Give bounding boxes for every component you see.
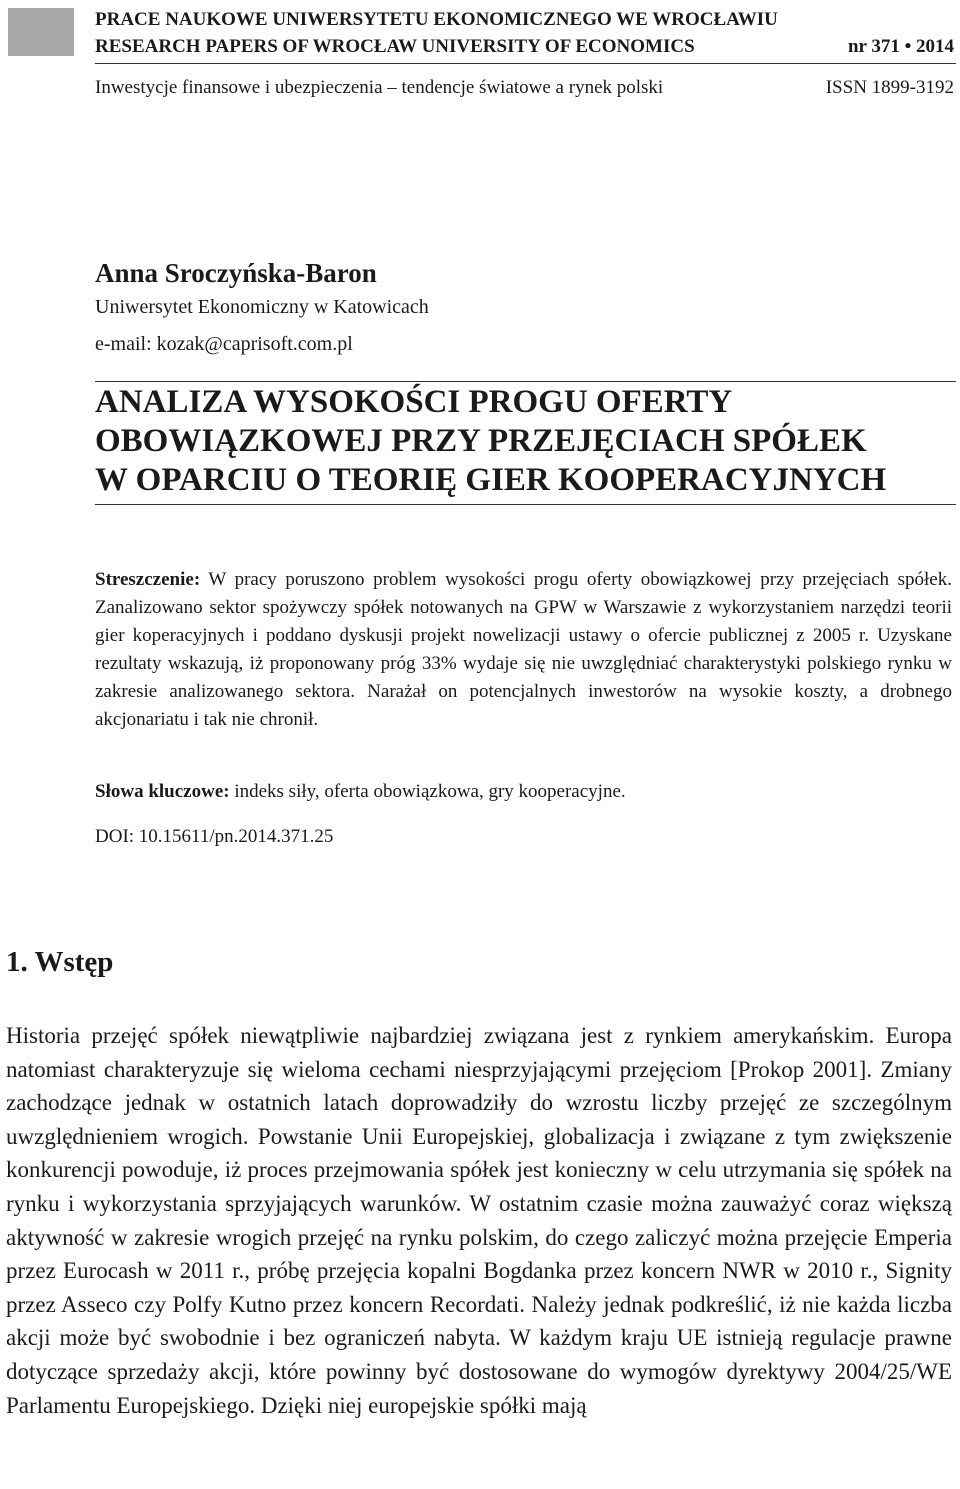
- header-rule: [95, 63, 956, 64]
- title-line: OBOWIĄZKOWEJ PRZY PRZEJĘCIACH SPÓŁEK: [95, 423, 867, 459]
- issn: ISSN 1899-3192: [825, 77, 954, 98]
- journal-issue: nr 371 • 2014: [847, 36, 954, 57]
- title-line: W OPARCIU O TEORIĘ GIER KOOPERACYJNYCH: [95, 462, 887, 498]
- abstract-text: W pracy poruszono problem wysokości progu oferty obowiązkowej przy przejęciach spółek. Zanalizowano sektor spożywczy spółek notowanych na GPW w Warszawie z wykorzystaniem narzędzi teorii gier koperacyjnych i poddano dyskusji projekt nowelizacji ustawy o ofercie publicznej z 2005 r. Uzyskane rezultaty wskazują, iż proponowany próg 33% wydaje się nie uwzględniać charakterystyki polskiego rynku w zakresie analizowanego sektora. Narażał on potencjalnych inwestorów na wysokie koszty, a drobnego akcjonariatu i tak nie chronił.: [95, 569, 952, 730]
- keywords-text: indeks siły, oferta obowiązkowa, gry kooperacyjne.: [229, 781, 626, 802]
- title-bottom-rule: [95, 504, 956, 505]
- doi: DOI: 10.15611/pn.2014.371.25: [95, 826, 334, 847]
- paper-title: [95, 383, 954, 500]
- author-name: Anna Sroczyńska-Baron: [95, 258, 377, 288]
- journal-name-pl: PRACE NAUKOWE UNIWERSYTETU EKONOMICZNEGO WE WROCŁAWIU: [95, 9, 778, 30]
- section-body: Historia przejęć spółek niewątpliwie najbardziej związana jest z rynkiem amerykańskim. Europa natomiast charakteryzuje się wieloma cechami niesprzyjającymi przejęciom [Prokop 2001]. Zmiany zachodzące jednak w ostatnich latach doprowadziły do wzrostu liczby przejęć ze szczególnym uwzględnieniem wrogich. Powstanie Unii Europejskiej, globalizacja i związane z tym zwiększenie konkurencji powoduje, iż proces przejmowania spółek jest konieczny w celu utrzymania się spółek na rynku i wykorzystania sprzyjających warunków. W ostatnim czasie można zauważyć coraz większą aktywność w zakresie wrogich przejęć na rynku polskim, do czego zaliczyć można przejęcie Emperia przez Eurocash w 2011 r., próbę przejęcia kopalni Bogdanka przez koncern NWR w 2010 r., Signity przez Asseco czy Polfy Kutno przez koncern Recordati. Należy jednak podkreślić, iż nie każda liczba akcji może być swobodnie i bez ograniczeń nabyta. W każdym kraju UE istnieją regulacje prawne dotyczące sprzedaży akcji, które powinny być dostosowane do wymogów dyrektywy 2004/25/WE Parlamentu Europejskiego. Dzięki niej europejskie spółki mają: [6, 1023, 952, 1418]
- journal-name-en-row: [95, 36, 954, 58]
- header-gray-box: [8, 8, 74, 56]
- journal-name-en: RESEARCH PAPERS OF WROCŁAW UNIVERSITY OF ECONOMICS: [95, 36, 695, 57]
- author-email: e-mail: kozak@caprisoft.com.pl: [95, 333, 353, 355]
- title-line: ANALIZA WYSOKOŚCI PROGU OFERTY: [95, 384, 733, 420]
- keywords-label: Słowa kluczowe:: [95, 781, 230, 802]
- abstract-label: Streszczenie:: [95, 569, 201, 590]
- abstract: [95, 566, 952, 734]
- keywords: [95, 781, 626, 803]
- series-title: Inwestycje finansowe i ubezpieczenia – tendencje światowe a rynek polski: [95, 77, 664, 98]
- author-affiliation: Uniwersytet Ekonomiczny w Katowicach: [95, 296, 429, 318]
- series-row: [95, 77, 954, 99]
- title-top-rule: [95, 381, 956, 382]
- section-heading: 1. Wstęp: [6, 946, 114, 978]
